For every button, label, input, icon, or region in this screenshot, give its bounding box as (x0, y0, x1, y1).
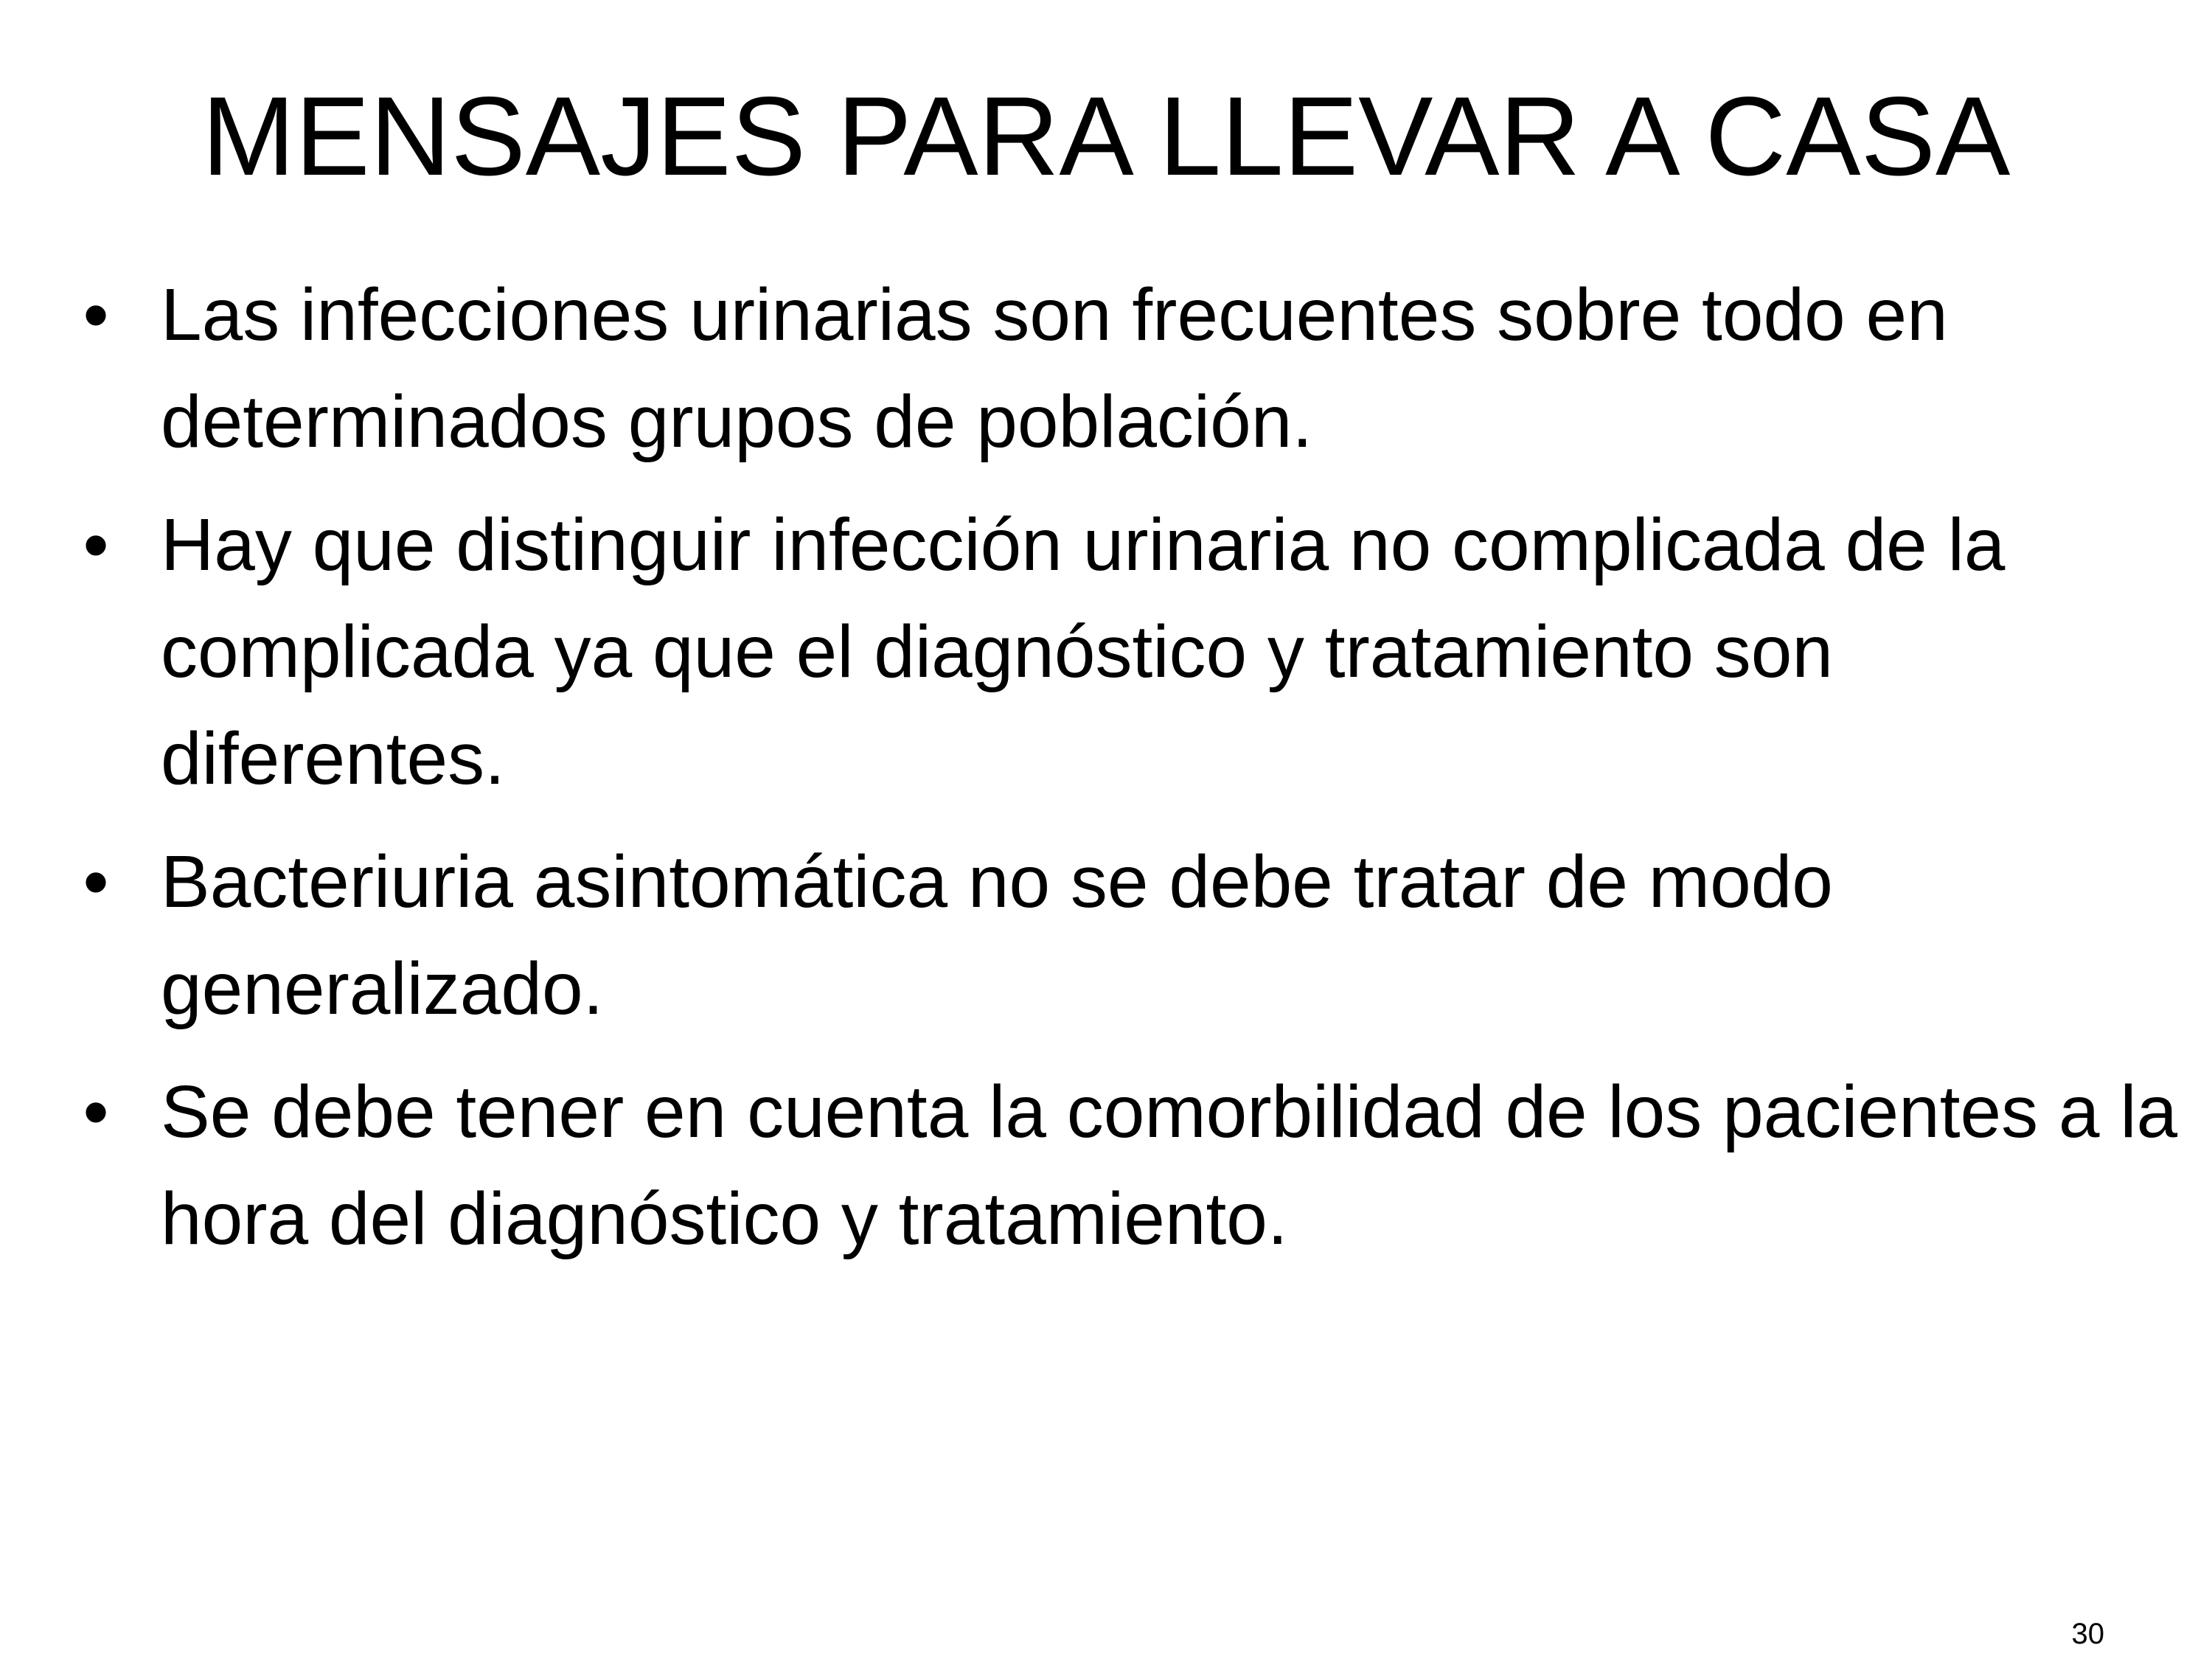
page-number: 30 (2071, 1618, 2104, 1650)
bullet-icon: • (83, 274, 109, 356)
bullet-text: Las infecciones urinarias son frecuentes sobre todo en determinados grupos de población. (161, 274, 1948, 463)
bullet-text: Se debe tener en cuenta la comorbilidad de los pacientes a la hora del diagnóstico y tratamiento. (161, 1071, 2178, 1260)
bullet-item (74, 492, 2183, 813)
bullet-icon: • (83, 1071, 109, 1153)
bullet-icon: • (83, 841, 109, 923)
bullet-item (74, 829, 2183, 1043)
bullet-item (74, 1059, 2183, 1273)
bullet-item (74, 262, 2183, 476)
bullet-list (74, 262, 2183, 1289)
bullet-text: Hay que distinguir infección urinaria no complicada de la complicada ya que el diagnóstico y tratamiento son diferentes. (161, 504, 2006, 800)
bullet-icon: • (83, 504, 109, 586)
bullet-text: Bacteriuria asintomática no se debe tratar de modo generalizado. (161, 841, 1833, 1030)
slide-title: MENSAJES PARA LLEVAR A CASA (201, 74, 2011, 199)
